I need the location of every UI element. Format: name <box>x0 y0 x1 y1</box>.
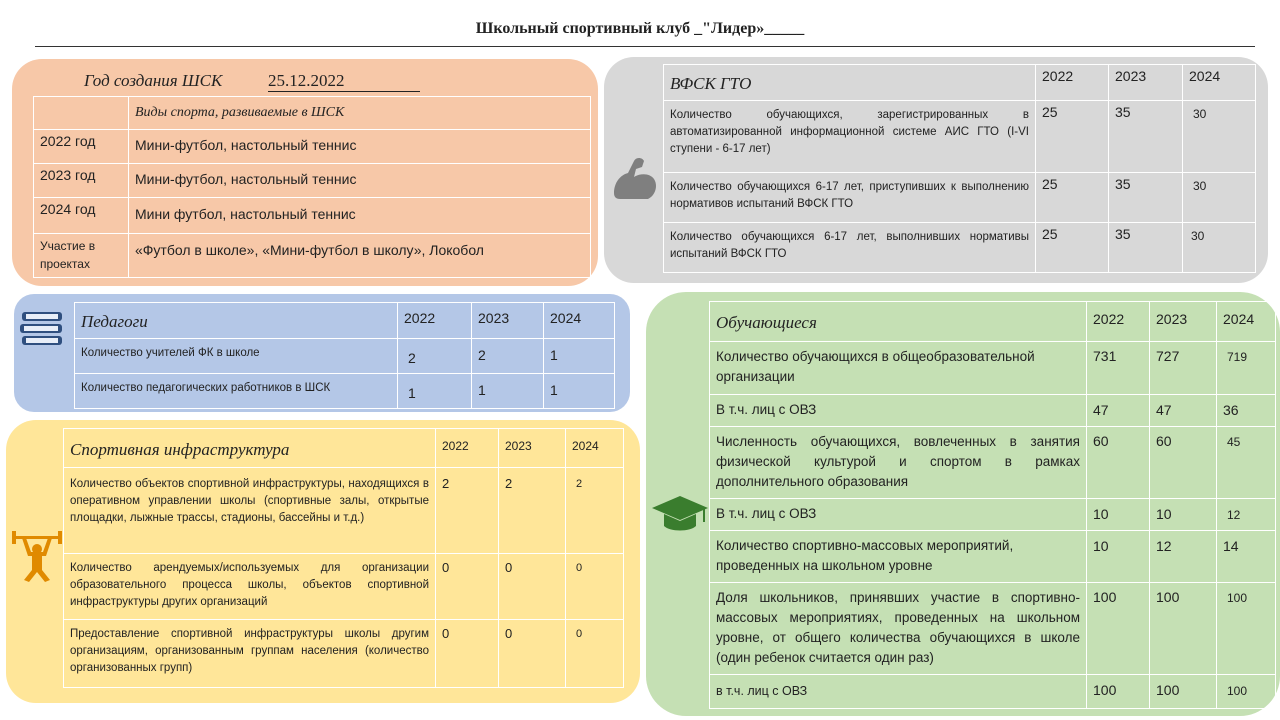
students-value: 100 <box>1150 675 1217 709</box>
students-title: Обучающиеся <box>710 302 1087 342</box>
students-year: 2023 <box>1150 302 1217 342</box>
infra-row <box>64 620 624 688</box>
teachers-row-label: Количество учителей ФК в школе <box>75 339 398 374</box>
students-value: 47 <box>1150 395 1217 427</box>
infra-row-label: Предоставление спортивной инфраструктуры школы другим организациям, организованным группам населения (количество организованных групп) <box>64 620 436 688</box>
teachers-year: 2022 <box>398 303 472 339</box>
sports-year: 2022 год <box>34 130 129 164</box>
title-underline <box>35 46 1255 47</box>
sports-row <box>34 130 591 164</box>
teachers-table <box>74 302 615 409</box>
gto-value: 30 <box>1183 173 1256 223</box>
infra-value: 2 <box>566 468 624 554</box>
students-value: 100 <box>1087 675 1150 709</box>
infra-year: 2024 <box>566 429 624 468</box>
sports-row <box>34 198 591 234</box>
teachers-row-label: Количество педагогических работников в ШСК <box>75 374 398 409</box>
flexed-arm-icon <box>610 153 662 205</box>
gto-value: 35 <box>1109 223 1183 273</box>
students-row <box>710 395 1276 427</box>
gto-row-label: Количество обучающихся 6-17 лет, выполнивших нормативы испытаний ВФСК ГТО <box>664 223 1036 273</box>
gto-value: 35 <box>1109 173 1183 223</box>
gto-value: 30 <box>1183 101 1256 173</box>
students-value: 731 <box>1087 342 1150 395</box>
infra-value: 0 <box>499 554 566 620</box>
students-row <box>710 531 1276 583</box>
sports-value: Мини-футбол, настольный теннис <box>129 130 591 164</box>
infra-table <box>63 428 624 688</box>
infra-value: 0 <box>566 554 624 620</box>
infra-header-row <box>64 429 624 468</box>
gto-table <box>663 64 1256 273</box>
teachers-value: 2 <box>472 339 544 374</box>
gto-row <box>664 173 1256 223</box>
students-row-label: Количество обучающихся в общеобразовательной организации <box>710 342 1087 395</box>
students-value: 100 <box>1087 583 1150 675</box>
sports-header: Виды спорта, развиваемые в ШСК <box>129 97 591 130</box>
sports-year: 2023 год <box>34 164 129 198</box>
students-row <box>710 675 1276 709</box>
teachers-header-row <box>75 303 615 339</box>
students-row-label: В т.ч. лиц с ОВЗ <box>710 499 1087 531</box>
students-row-label: Количество спортивно-массовых мероприятий, проведенных на школьном уровне <box>710 531 1087 583</box>
sports-header-row <box>34 97 591 130</box>
sports-value: Мини футбол, настольный теннис <box>129 198 591 234</box>
students-value: 12 <box>1217 499 1276 531</box>
gto-row-label: Количество обучающихся, зарегистрированных в автоматизированной информационной системе АИС ГТО (I-VI ступени - 6-17 лет) <box>664 101 1036 173</box>
students-value: 100 <box>1217 583 1276 675</box>
gto-year: 2024 <box>1183 65 1256 101</box>
gto-title: ВФСК ГТО <box>664 65 1036 101</box>
students-row-label: Доля школьников, принявших участие в спортивно-массовых мероприятиях, проведенных на школьном уровне, от общего количества обучающихся в школе (один ребенок считается один раз) <box>710 583 1087 675</box>
students-value: 10 <box>1087 531 1150 583</box>
teachers-year: 2024 <box>544 303 615 339</box>
infra-value: 0 <box>436 554 499 620</box>
founding-label: Год создания ШСК <box>84 71 223 90</box>
graduation-cap-icon <box>650 494 710 534</box>
students-value: 727 <box>1150 342 1217 395</box>
teachers-year: 2023 <box>472 303 544 339</box>
students-value: 36 <box>1217 395 1276 427</box>
sports-table <box>33 96 591 278</box>
students-value: 45 <box>1217 427 1276 499</box>
infra-title: Спортивная инфраструктура <box>64 429 436 468</box>
sports-year: 2024 год <box>34 198 129 234</box>
infra-value: 2 <box>499 468 566 554</box>
students-value: 60 <box>1087 427 1150 499</box>
students-value: 100 <box>1150 583 1217 675</box>
page-title: Школьный спортивный клуб _"Лидер»_____ <box>475 20 805 37</box>
infra-value: 0 <box>566 620 624 688</box>
gto-row <box>664 223 1256 273</box>
sports-row <box>34 234 591 278</box>
students-value: 10 <box>1150 499 1217 531</box>
founding-date-value: 25.12.2022 <box>268 71 345 90</box>
students-value: 60 <box>1150 427 1217 499</box>
students-value: 14 <box>1217 531 1276 583</box>
students-row-label: в т.ч. лиц с ОВЗ <box>710 675 1087 709</box>
teachers-row <box>75 374 615 409</box>
students-value: 100 <box>1217 675 1276 709</box>
sports-value: Мини-футбол, настольный теннис <box>129 164 591 198</box>
books-icon <box>18 304 68 354</box>
gto-value: 25 <box>1036 101 1109 173</box>
students-row <box>710 499 1276 531</box>
weightlifter-icon <box>10 528 64 584</box>
teachers-value: 1 <box>398 374 472 409</box>
students-value: 47 <box>1087 395 1150 427</box>
infra-year: 2022 <box>436 429 499 468</box>
infra-row-label: Количество арендуемых/используемых для организации образовательного процесса школы, объектов спортивной инфраструктуры других организаций <box>64 554 436 620</box>
infra-row-label: Количество объектов спортивной инфраструктуры, находящихся в оперативном управлении школы (спортивные залы, открытые площадки, лыжные трассы, стадионы, бассейны и т.д.) <box>64 468 436 554</box>
gto-row-label: Количество обучающихся 6-17 лет, приступивших к выполнению нормативов испытаний ВФСК ГТО <box>664 173 1036 223</box>
gto-year: 2023 <box>1109 65 1183 101</box>
gto-year: 2022 <box>1036 65 1109 101</box>
teachers-value: 1 <box>472 374 544 409</box>
students-row-label: В т.ч. лиц с ОВЗ <box>710 395 1087 427</box>
founding-date <box>268 71 420 92</box>
students-year: 2024 <box>1217 302 1276 342</box>
infra-value: 2 <box>436 468 499 554</box>
students-value: 719 <box>1217 342 1276 395</box>
sports-header-empty <box>34 97 129 130</box>
teachers-value: 1 <box>544 374 615 409</box>
teachers-value: 2 <box>398 339 472 374</box>
students-value: 12 <box>1150 531 1217 583</box>
infra-value: 0 <box>436 620 499 688</box>
students-row <box>710 427 1276 499</box>
teachers-value: 1 <box>544 339 615 374</box>
sports-row <box>34 164 591 198</box>
gto-row <box>664 101 1256 173</box>
gto-value: 25 <box>1036 173 1109 223</box>
teachers-title: Педагоги <box>75 303 398 339</box>
infra-row <box>64 554 624 620</box>
gto-value: 35 <box>1109 101 1183 173</box>
students-header-row <box>710 302 1276 342</box>
teachers-row <box>75 339 615 374</box>
students-row-label: Численность обучающихся, вовлеченных в занятия физической культурой и спортом в рамках дополнительного образования <box>710 427 1087 499</box>
students-table <box>709 301 1276 709</box>
students-row <box>710 583 1276 675</box>
infra-value: 0 <box>499 620 566 688</box>
gto-header-row <box>664 65 1256 101</box>
projects-label: Участие в проектах <box>34 234 129 278</box>
students-row <box>710 342 1276 395</box>
students-value: 10 <box>1087 499 1150 531</box>
gto-value: 30 <box>1183 223 1256 273</box>
students-year: 2022 <box>1087 302 1150 342</box>
infra-year: 2023 <box>499 429 566 468</box>
projects-value: «Футбол в школе», «Мини-футбол в школу», Локобол <box>129 234 591 278</box>
gto-value: 25 <box>1036 223 1109 273</box>
infra-row <box>64 468 624 554</box>
